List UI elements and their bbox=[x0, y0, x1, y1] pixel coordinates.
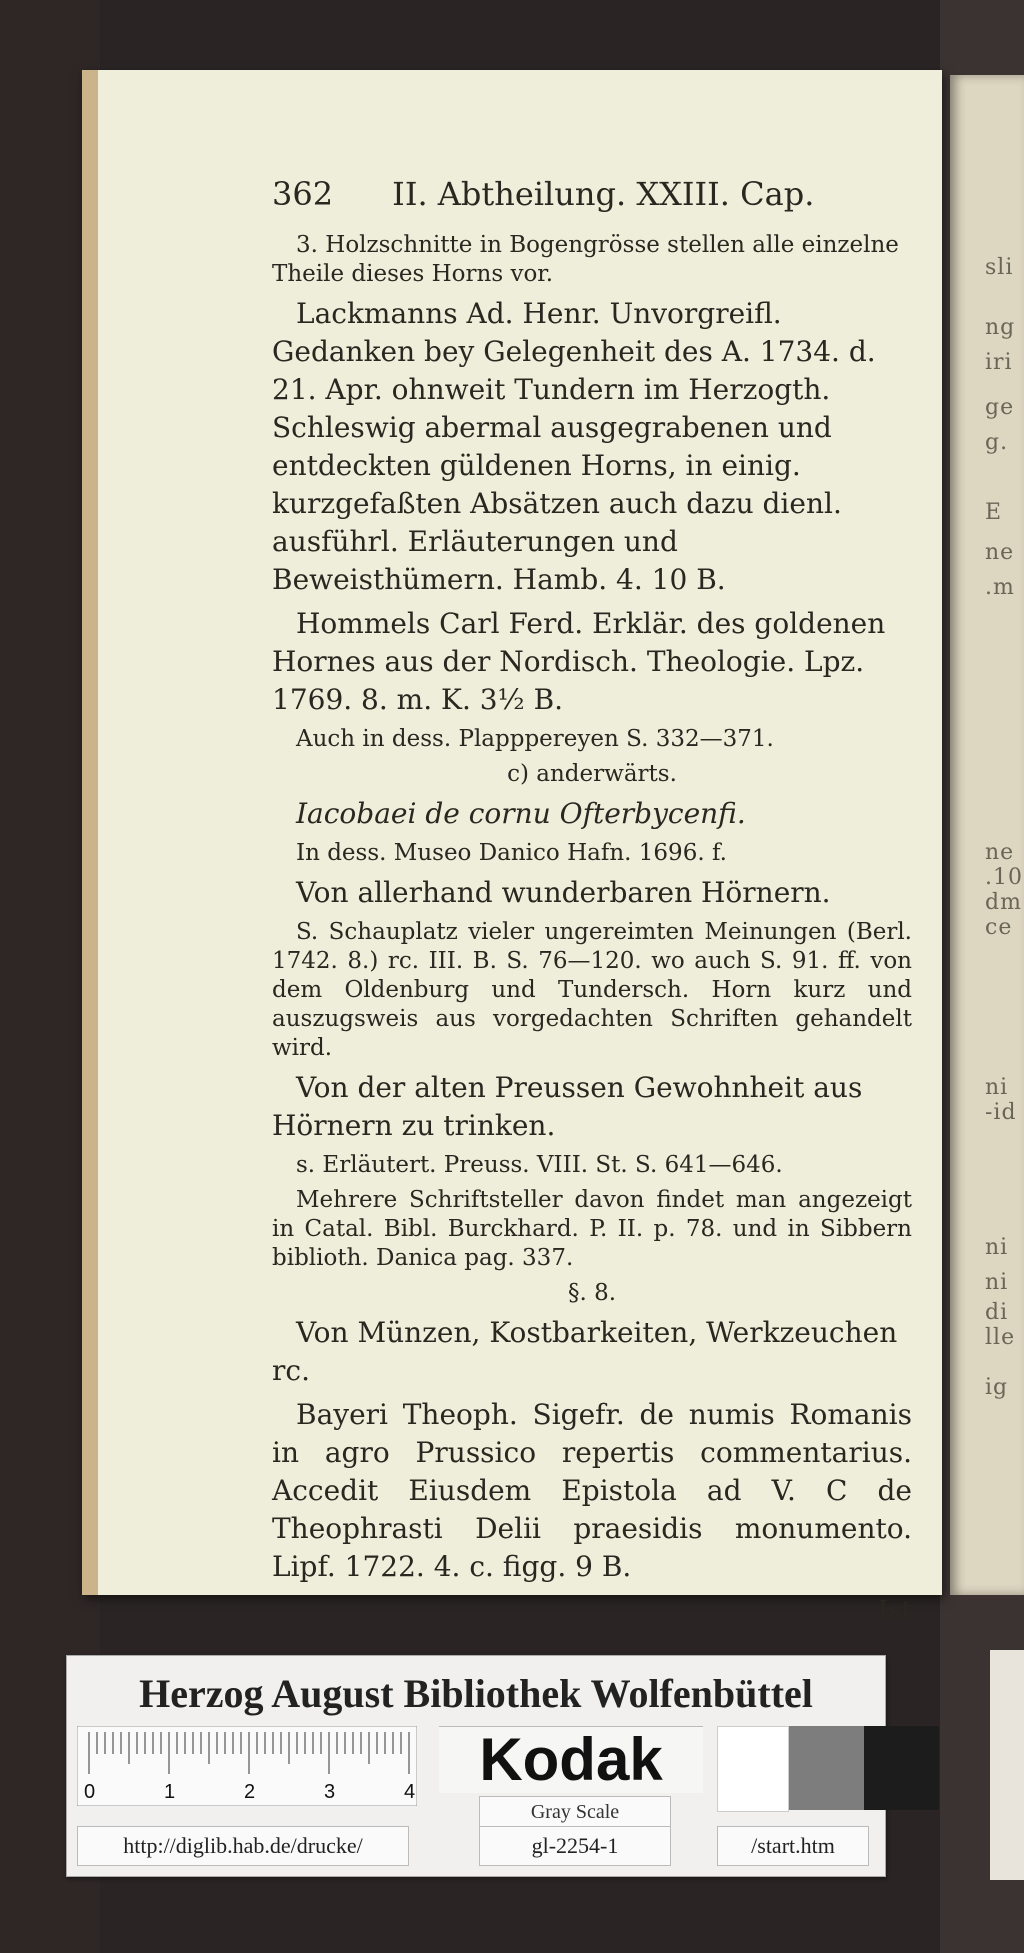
neighbor-fragment: .m bbox=[985, 575, 1015, 600]
neighbor-fragment: ce bbox=[985, 915, 1013, 940]
neighbor-fragment: E bbox=[985, 500, 1003, 525]
neighbor-fragment: ne bbox=[985, 840, 1015, 865]
neighbor-fragment: g. bbox=[985, 430, 1009, 455]
catchword: Ist bbox=[877, 1596, 912, 1626]
text-line-15: Bayeri Theoph. Sigefr. de numis Romanis in agro Prussico repertis commentarius. Accedit Eiusdem Epistola ad V. C de Theophrasti Delii praesidis monumento. Lipf. 1722. 4. c. figg. 9 B. bbox=[272, 1398, 912, 1583]
ruler-icon bbox=[77, 1726, 417, 1806]
text-line-8: Von allerhand wunderbaren Hörnern. bbox=[296, 876, 831, 909]
text-line-4: Auch in dess. Plapppereyen S. 332—371. bbox=[296, 726, 774, 752]
library-title: Herzog August Bibliothek Wolfenbüttel bbox=[139, 1671, 813, 1716]
neighbor-fragment: -id bbox=[985, 1100, 1017, 1125]
text-line-1: 3. Holzschnitte in Bogengrösse stellen alle einzelne Theile dieses Horns vor. bbox=[272, 232, 899, 287]
ruler-number: 1 bbox=[164, 1781, 176, 1803]
gray-scale-label: Gray Scale bbox=[479, 1796, 671, 1828]
neighbor-fragment: iri bbox=[985, 350, 1013, 375]
ruler-number: 2 bbox=[244, 1781, 256, 1803]
neighbor-fragment: ig bbox=[985, 1375, 1009, 1400]
neighbor-page bbox=[950, 75, 1024, 1595]
gray-swatch-white bbox=[717, 1726, 789, 1812]
text-line-10: Von der alten Preussen Gewohnheit aus Hörnern zu trinken. bbox=[272, 1071, 863, 1142]
text-line-5: c) anderwärts. bbox=[507, 761, 677, 787]
text-line-3: Hommels Carl Ferd. Erklär. des goldenen Hornes aus der Nordisch. Theologie. Lpz. 1769. 8. m. K. 3½ B. bbox=[272, 607, 886, 716]
neighbor-fragment: ne bbox=[985, 540, 1015, 565]
shelfmark: gl-2254-1 bbox=[479, 1826, 671, 1866]
text-line-2: Lackmanns Ad. Henr. Unvorgreifl. Gedanken bey Gelegenheit des A. 1734. d. 21. Apr. ohnweit Tundern im Herzogth. Schleswig abermal ausgegrabenen und entdeckten güldenen Horns, in einig. kurzgefaßten Absätzen auch dazu dienl. ausführl. Erläuterungen und Beweisthümern. Hamb. 4. 10 B. bbox=[272, 297, 876, 596]
neighbor-fragment: ni bbox=[985, 1270, 1009, 1295]
text-line-9: S. Schauplatz vieler ungereimten Meinungen (Berl. 1742. 8.) rc. III. B. S. 76—120. wo auch S. 91. ff. von dem Oldenburg und Tundersch. Horn kurz und auszugsweis aus vorgedachten Schriften gehandelt wird. bbox=[272, 919, 912, 1061]
ruler-number: 3 bbox=[324, 1781, 336, 1803]
section-number: §. 8. bbox=[567, 1280, 617, 1306]
ruler-number: 4 bbox=[404, 1781, 416, 1803]
url-left: http://diglib.hab.de/drucke/ bbox=[77, 1826, 409, 1866]
neighbor-target-strip bbox=[990, 1650, 1024, 1880]
neighbor-fragment: ge bbox=[985, 395, 1015, 420]
gray-swatch-black bbox=[864, 1726, 939, 1810]
text-line-7: In dess. Museo Danico Hafn. 1696. f. bbox=[296, 840, 727, 866]
text-line-6: Iacobaei de cornu Ofterbycenfi. bbox=[296, 797, 746, 830]
neighbor-fragment: sli bbox=[985, 255, 1014, 280]
ruler-number: 0 bbox=[84, 1781, 96, 1803]
page-text bbox=[272, 175, 912, 1636]
page-number: 362 bbox=[272, 175, 334, 213]
kodak-logo: Kodak bbox=[439, 1726, 703, 1793]
neighbor-fragment: ni bbox=[985, 1075, 1009, 1100]
page-edge bbox=[82, 70, 98, 1595]
color-target-card bbox=[66, 1655, 886, 1877]
neighbor-fragment: ni bbox=[985, 1235, 1009, 1260]
neighbor-fragment: .10 bbox=[985, 865, 1023, 890]
neighbor-fragment: ng bbox=[985, 315, 1016, 340]
text-line-11: s. Erläutert. Preuss. VIII. St. S. 641—646. bbox=[296, 1152, 783, 1178]
url-right: /start.htm bbox=[717, 1826, 869, 1866]
gray-swatch-mid bbox=[789, 1726, 864, 1810]
neighbor-fragment: lle bbox=[985, 1325, 1016, 1350]
header-title: II. Abtheilung. XXIII. Cap. bbox=[392, 175, 815, 213]
neighbor-fragment: dm bbox=[985, 890, 1022, 915]
section-heading: Von Münzen, Kostbarkeiten, Werkzeuchen rc. bbox=[272, 1316, 898, 1387]
text-line-12: Mehrere Schriftsteller davon findet man angezeigt in Catal. Bibl. Burckhard. P. II. p. 78. und in Sibbern biblioth. Danica pag. 337. bbox=[272, 1187, 912, 1271]
running-header bbox=[272, 175, 912, 213]
neighbor-fragment: di bbox=[985, 1300, 1009, 1325]
